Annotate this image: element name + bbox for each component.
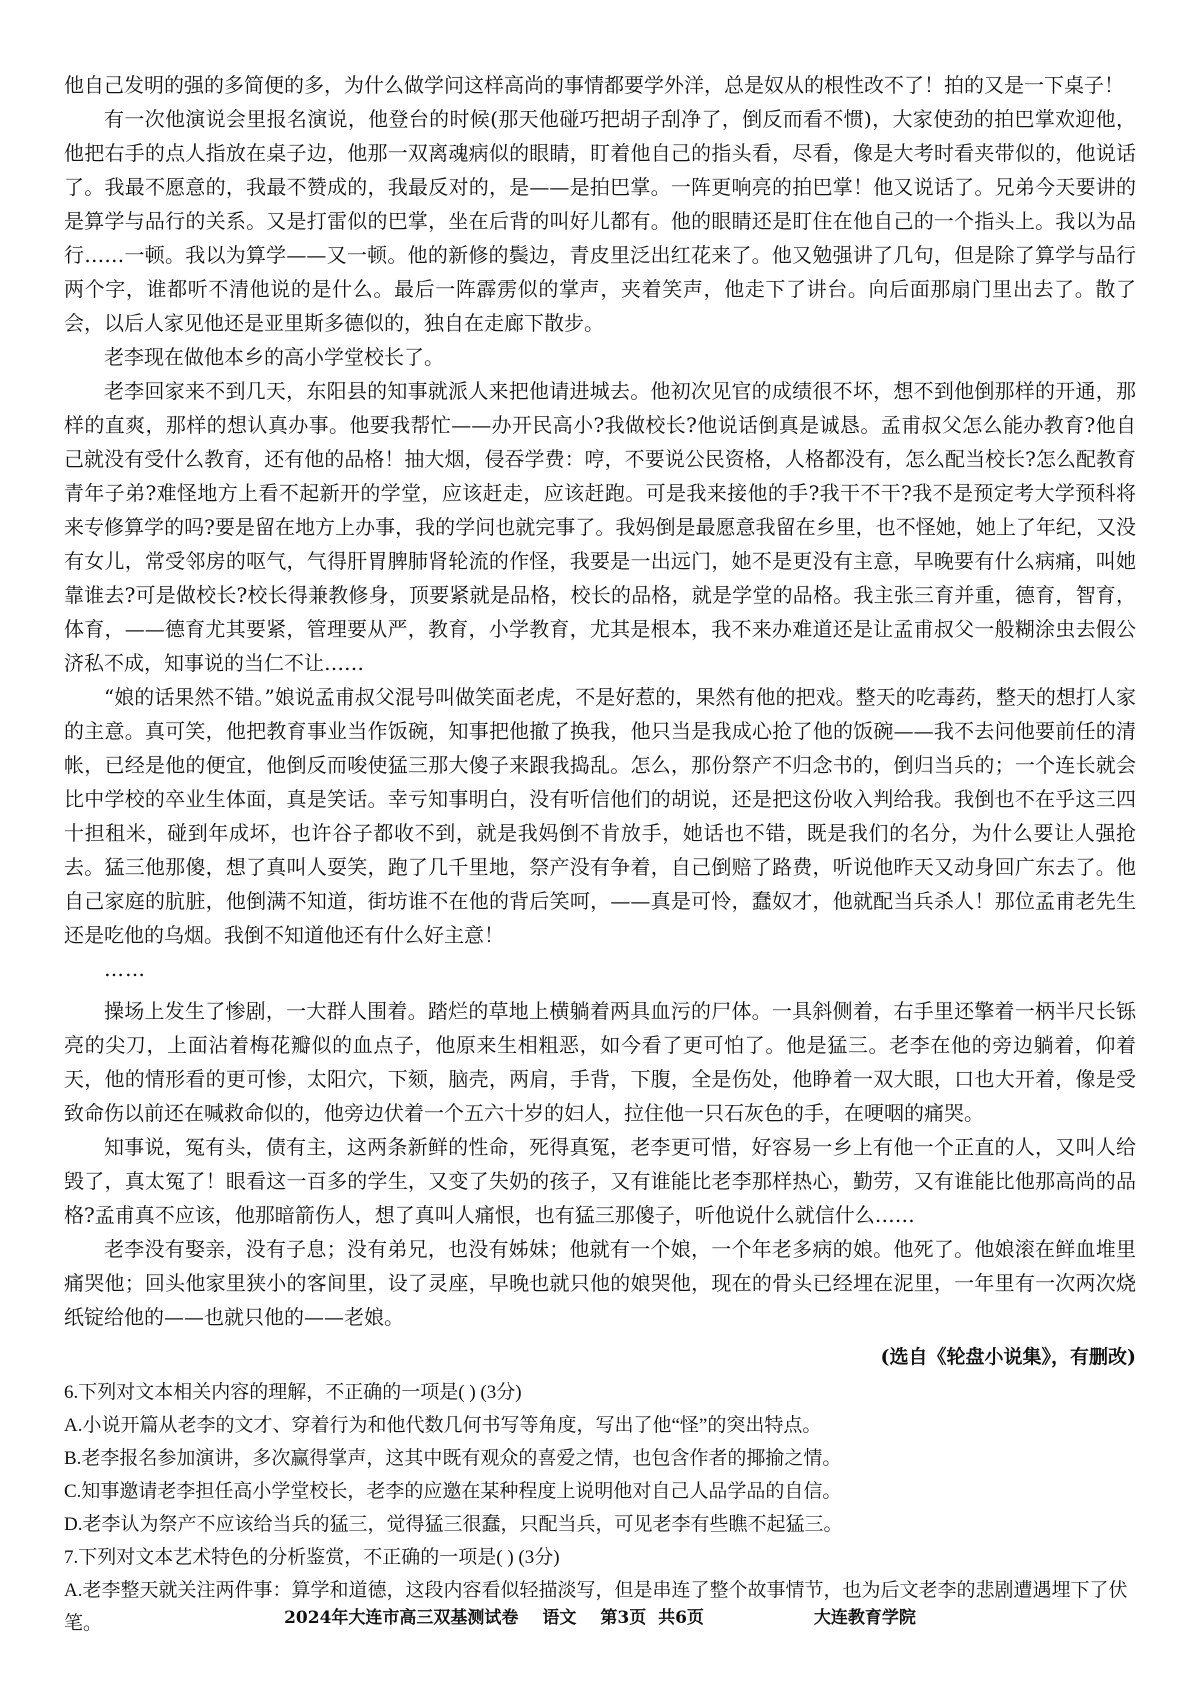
option-d: D.老李认为祭产不应该给当兵的猛三，觉得猛三很蠢，只配当兵，可见老李有些瞧不起猛三。: [64, 1514, 843, 1535]
option-a: A.老李整天就关注两件事：算学和道德，这段内容看似轻描淡写，但是串连了整个故事情节，也为后文老李的悲剧遭遇埋下了伏笔。: [64, 1580, 1128, 1634]
question-6: [64, 1376, 1136, 1541]
story-paragraph-6: 操场上发生了惨剧，一大群人围着。踏烂的草地上横躺着两具血污的尸体。一具斜侧着，右手里还擎着一柄半尺长铄亮的尖刀，上面沾着梅花瓣似的血点子，他原来生相粗恶，如今看了更可怕了。他是猛三。老李在他的旁边躺着，仰着天，他的情形看的更可惨，太阳穴，下颏，脑壳，两肩，手背，下腹，全是伤处，他睁着一双大眼，口也大开着，像是受致命伤以前还在喊救命似的，他旁边伏着一个五六十岁的妇人，拉住他一只石灰色的手，在哽咽的痛哭。: [64, 999, 1136, 1125]
option-b: B.老李报名参加演讲，多次赢得掌声，这其中既有观众的喜爱之情，也包含作者的揶揄之情。: [64, 1448, 842, 1469]
story-paragraph-4: 老李回家来不到几天，东阳县的知事就派人来把他请进城去。他初次见官的成绩很不坏，想不到他倒那样的开通，那样的直爽，那样的想认真办事。他要我帮忙——办开民高小?我做校长?他说话倒真是诚恳。孟甫叔父怎么能办教育?他自己就没有受什么教育，还有他的品格！抽大烟，侵吞学费：哼，不要说公民资格，人格都没有，怎么配当校长?怎么配教育青年子弟?难怪地方上看不起新开的学堂，应该赶走，应该赶跑。可是我来接他的手?我干不干?我不是预定考大学预科将来专修算学的吗?要是留在地方上办事，我的学问也就完事了。我妈倒是最愿意我留在乡里，也不怪她，她上了年纪，又没有女儿，常受邻房的呕气，气得肝胃脾肺肾轮流的作怪，我要是一出远门，她不是更没有主意，早晚要有什么病痛，叫她靠谁去?可是做校长?校长得兼教修身，顶要紧就是品格，校长的品格，就是学堂的品格。我主张三育并重，德育，智育，体育，——德育尤其要紧，管理要从严，教育，小学教育，尤其是根本，我不来办难道还是让孟甫叔父一般糊涂虫去假公济私不成，知事说的当仁不让……: [64, 379, 1136, 675]
source-note: (选自《轮盘小说集》，有删改): [880, 1346, 1136, 1368]
story-paragraph-1: 他自己发明的强的多简便的多，为什么做学问这样高尚的事情都要学外洋，总是奴从的根性改不了！拍的又是一下桌子！: [64, 73, 1124, 97]
question-stem: 6.下列对文本相关内容的理解，不正确的一项是( ) (3分): [64, 1382, 522, 1403]
story-paragraph-5: “娘的话果然不错。”娘说孟甫叔父混号叫做笑面老虎，不是好惹的，果然有他的把戏。整天的吃毒药，整天的想打人家的主意。真可笑，他把教育事业当作饭碗，知事把他撤了换我，他只当是我成心抢了他的饭碗——我不去问他要前任的清帐，已经是他的便宜，他倒反而唆使猛三那大傻子来跟我捣乱。怎么，那份祭产不归念书的，倒归当兵的；一个连长就会比中学校的卒业生体面，真是笑话。幸亏知事明白，没有听信他们的胡说，还是把这份收入判给我。我倒也不在乎这三四十担租米，碰到年成坏，也许谷子都收不到，就是我妈倒不肯放手，她话也不错，既是我们的名分，为什么要让人强抢去。猛三他那傻，想了真叫人耍笑，跑了几千里地，祭产没有争着，自己倒赔了路费，听说他昨天又动身回广东去了。他自己家庭的肮脏，他倒满不知道，街坊谁不在他的背后笑呵，——真是可怜，蠢奴才，他就配当兵杀人！那位孟甫老先生还是吃他的乌烟。我倒不知道他还有什么好主意！: [64, 685, 1136, 947]
story-paragraph-2: 有一次他演说会里报名演说，他登台的时候(那天他碰巧把胡子刮净了，倒反而看不惯)，大家使劲的拍巴掌欢迎他，他把右手的点人指放在桌子边，他那一双离魂病似的眼睛，盯着他自己的指头看，尽看，像是大考时看夹带似的，他说话了。我最不愿意的，我最不赞成的，我最反对的，是——是拍巴掌。一阵更响亮的拍巴掌！他又说话了。兄弟今天要讲的是算学与品行的关系。又是打雷似的巴掌，坐在后背的叫好儿都有。他的眼睛还是盯住在他自己的一个指头上。我以为品行……一顿。我以为算学——又一顿。他的新修的鬓边，青皮里泛出红花来了。他又勉强讲了几句，但是除了算学与品行两个字，谁都听不清他说的是什么。最后一阵霹雳似的掌声，夹着笑声，他走下了讲台。向后面那扇门里出去了。散了会，以后人家见他还是亚里斯多德似的，独自在走廊下散步。: [64, 107, 1136, 335]
question-stem: 7.下列对文本艺术特色的分析鉴赏，不正确的一项是( ) (3分): [64, 1547, 560, 1568]
publisher-label: 大连教育学院: [813, 1608, 916, 1628]
page-number: 第3页 共6页: [600, 1608, 704, 1628]
subject-label: 语文: [542, 1608, 577, 1628]
questions-section: [64, 1376, 1136, 1640]
option-c: C.知事邀请老李担任高小学堂校长，老李的应邀在某种程度上说明他对自己人品学品的自信。: [64, 1481, 842, 1502]
option-a: A.小说开篇从老李的文才、穿着行为和他代数几何书写等角度，写出了他“怪”的突出特点。: [64, 1415, 822, 1436]
omission-ellipsis: ……: [104, 957, 146, 981]
story-text: [64, 68, 1136, 1374]
story-paragraph-7: 知事说，冤有头，债有主，这两条新鲜的性命，死得真冤，老李更可惜，好容易一乡上有他一个正直的人，又叫人给毁了，真太冤了！眼看这一百多的学生，又变了失奶的孩子，又有谁能比老李那样热心，勤劳，又有谁能比他那高尚的品格?孟甫真不应该，他那暗箭伤人，想了真叫人痛恨，也有猛三那傻子，听他说什么就信什么……: [64, 1135, 1136, 1227]
page-footer: [0, 1603, 1200, 1628]
exam-title: 2024年大连市高三双基测试卷: [284, 1608, 519, 1628]
story-paragraph-8: 老李没有娶亲，没有子息；没有弟兄，也没有姊妹；他就有一个娘，一个年老多病的娘。他死了。他娘滚在鲜血堆里痛哭他；回头他家里狭小的客间里，设了灵座，早晚也就只他的娘哭他，现在的骨头已经埋在泥里，一年里有一次两次烧纸锭给他的——也就只他的——老娘。: [64, 1237, 1136, 1329]
story-paragraph-3: 老李现在做他本乡的高小学堂校长了。: [104, 345, 444, 369]
